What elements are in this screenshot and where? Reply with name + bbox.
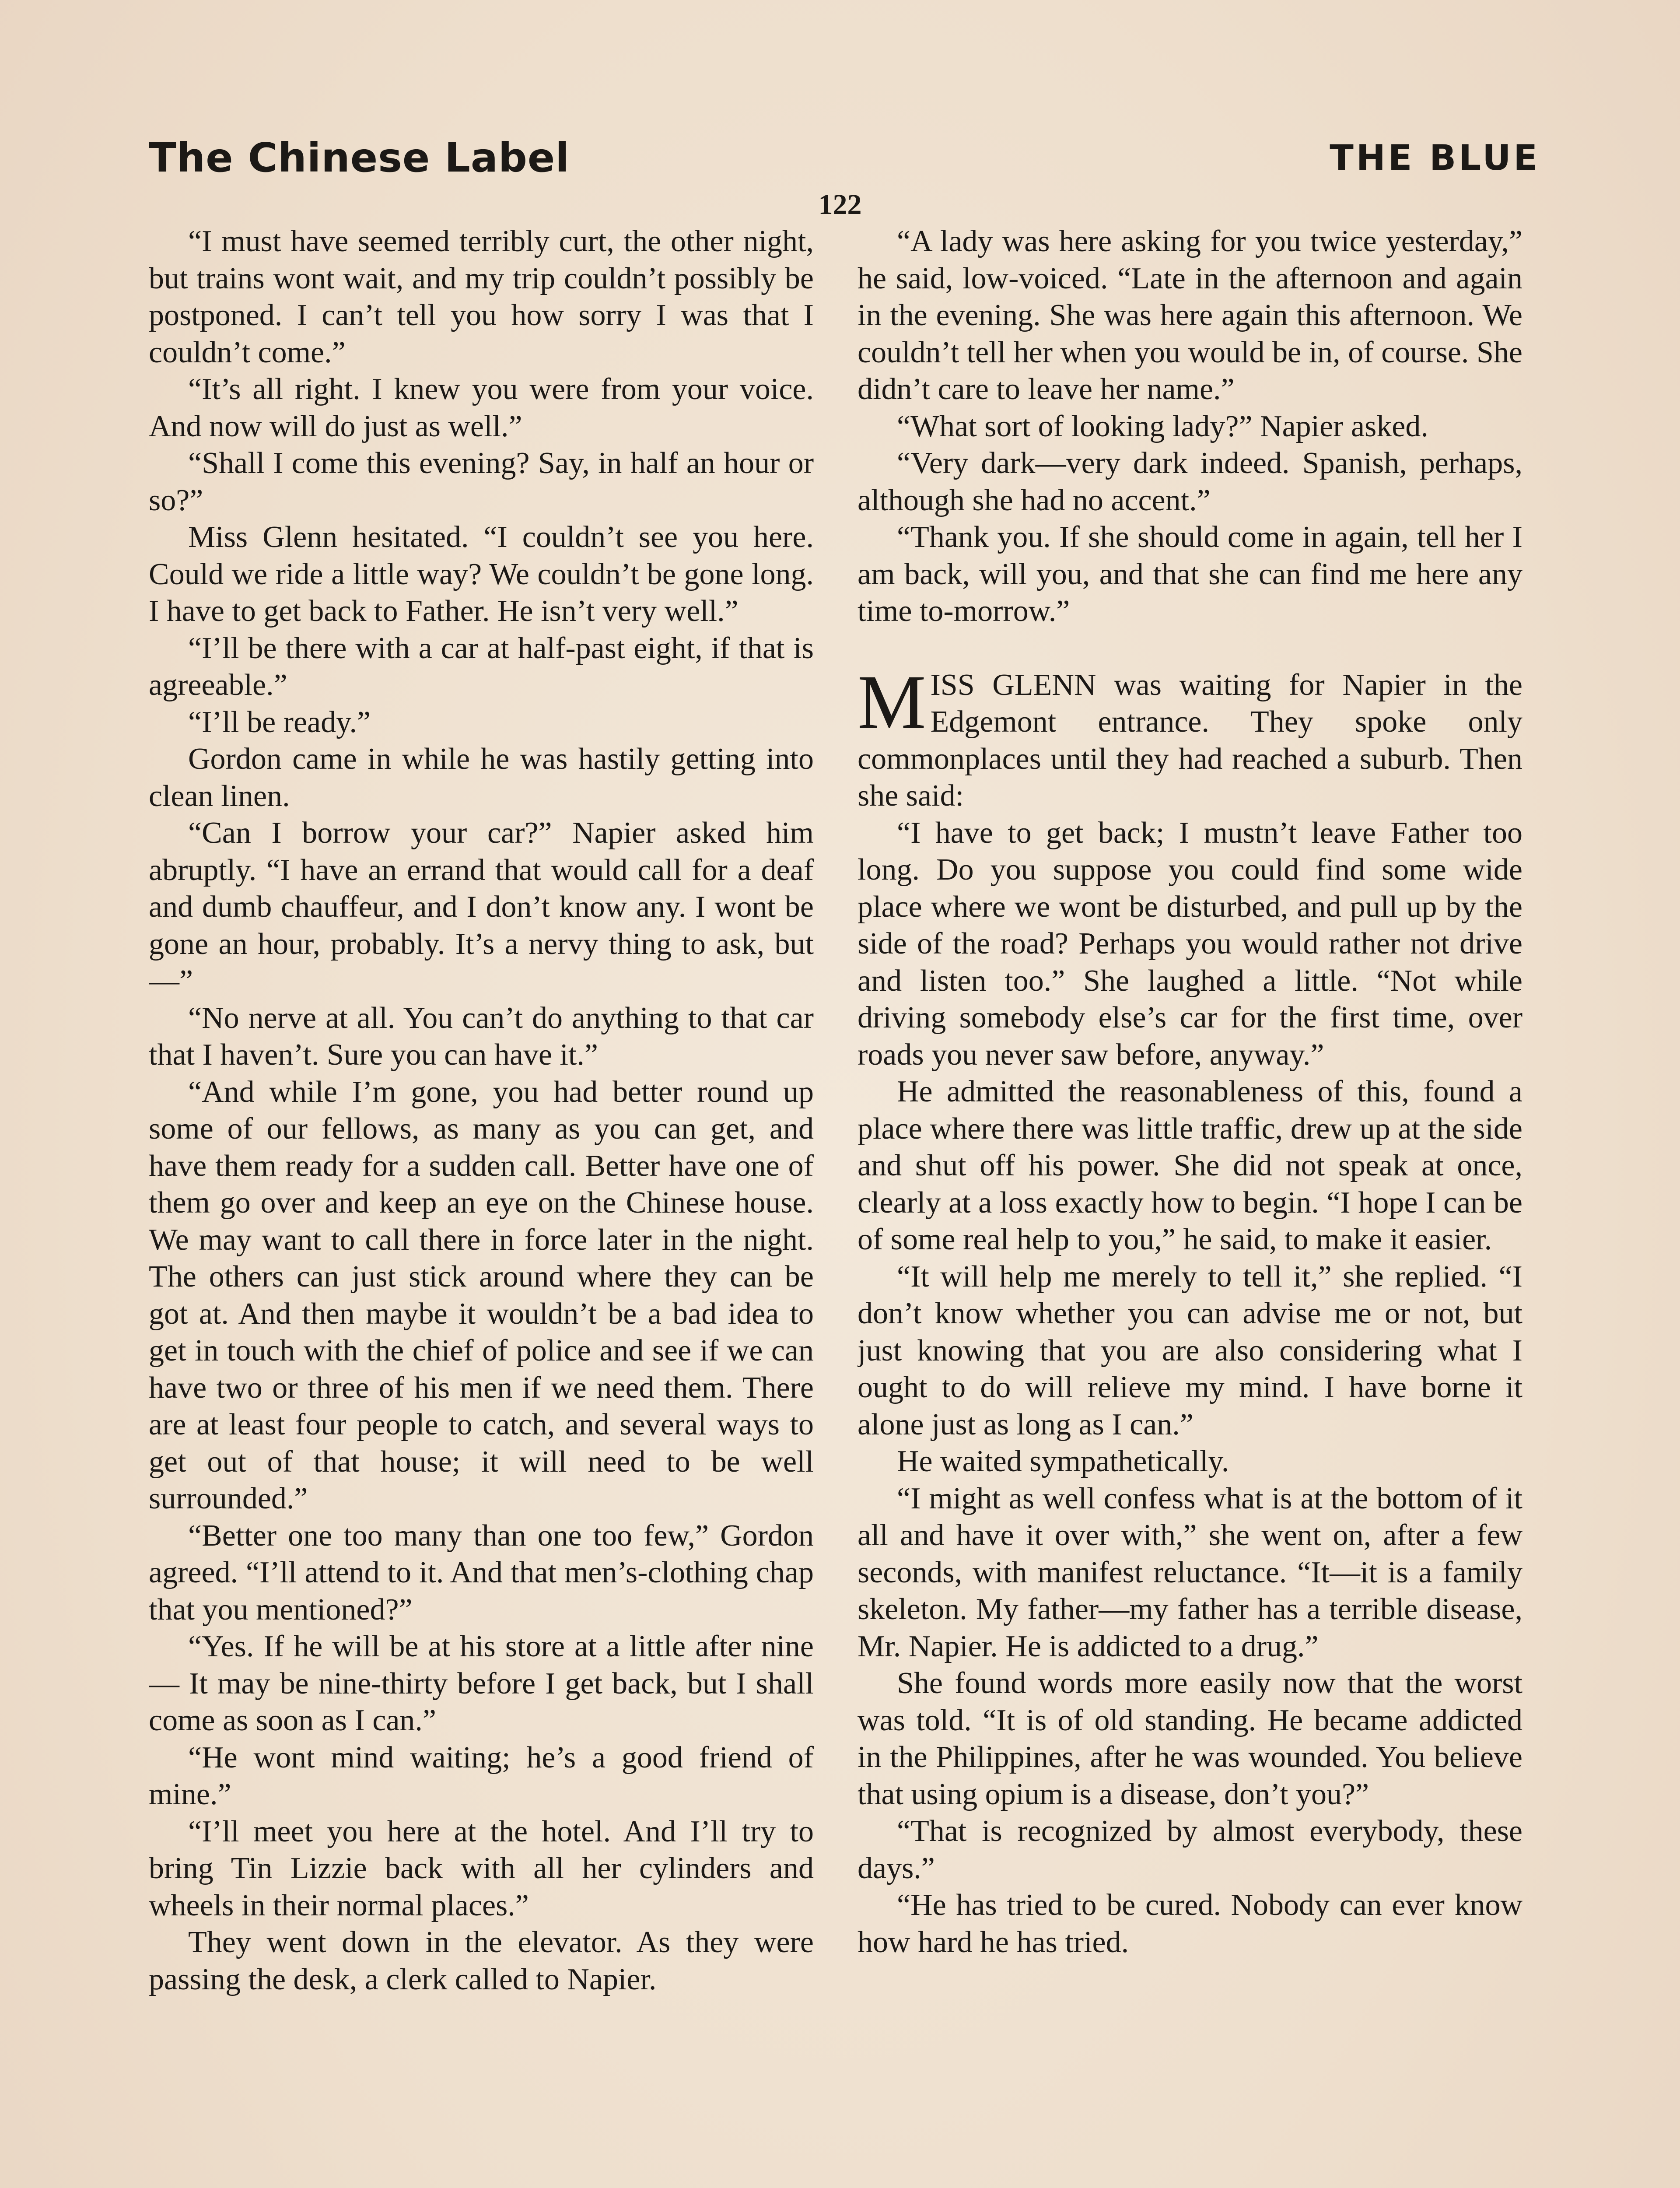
paragraph: “Shall I come this evening? Say, in half an hour or so?” — [149, 446, 814, 517]
paragraph: “Yes. If he will be at his store at a little after nine— It may be nine-thirty before I get back, but I shall come as soon as I can.” — [149, 1630, 814, 1737]
section-opening-paragraph — [858, 659, 1522, 815]
paragraph: “I must have seemed terribly curt, the other night, but trains wont wait, and my trip couldn’t possibly be postponed. I can’t tell you how sorry I was that I couldn’t come.” — [149, 224, 814, 369]
section-opening-text: ISS GLENN was waiting for Napier in the Edgemont entrance. They spoke only commonplaces until they had reached a suburb. Then she said: — [858, 668, 1522, 813]
paragraph: “That is recognized by almost everybody, these days.” — [858, 1814, 1522, 1885]
magazine-name: THE BLUE — [1330, 137, 1540, 178]
paragraph: “No nerve at all. You can’t do anything to that car that I haven’t. Sure you can have it.” — [149, 1001, 814, 1072]
paragraph: They went down in the elevator. As they were passing the desk, a clerk called to Napier. — [149, 1925, 814, 1996]
paragraph: “Can I borrow your car?” Napier asked him abruptly. “I have an errand that would call for a deaf and dumb chauffeur, and I don’t know any. I wont be gone an hour, probably. It’s a nervy thing to ask, but—” — [149, 816, 814, 998]
paragraph: “I’ll be ready.” — [188, 705, 371, 739]
paragraph: “He wont mind waiting; he’s a good friend of mine.” — [149, 1740, 814, 1811]
paragraph: “Better one too many than one too few,” Gordon agreed. “I’ll attend to it. And that men’s-clothing chap that you mentioned?” — [149, 1518, 814, 1627]
right-column — [858, 223, 1522, 2188]
paragraph: “It will help me merely to tell it,” she replied. “I don’t know whether you can advise me or not, but just knowing that you are also considering what I ought to do will relieve my mind. I have borne it alone just as long as I can.” — [858, 1259, 1522, 1441]
paragraph: Miss Glenn hesitated. “I couldn’t see you here. Could we ride a little way? We couldn’t be gone long. I have to get back to Father. He isn’t very well.” — [149, 520, 814, 628]
paragraph: “I’ll be there with a car at half-past eight, if that is agreeable.” — [149, 631, 814, 702]
paragraph: He admitted the reasonableness of this, found a place where there was little traffic, drew up at the side and shut off his power. She did not speak at once, clearly at a loss exactly how to begin. “I hope I can be of some real help to you,” he said, to make it easier. — [858, 1075, 1522, 1256]
drop-cap: M — [858, 659, 926, 745]
left-column — [149, 223, 814, 2188]
paragraph: He waited sympathetically. — [897, 1445, 1229, 1478]
page-number: 122 — [818, 189, 862, 221]
paragraph: “A lady was here asking for you twice yesterday,” he said, low-voiced. “Late in the afternoon and again in the evening. She was here again this afternoon. We couldn’t tell her when you would be in, of course. She didn’t care to leave her name.” — [858, 224, 1522, 406]
paragraph: “Thank you. If she should come in again, tell her I am back, will you, and that she can find me here any time to-morrow.” — [858, 520, 1522, 628]
paragraph: She found words more easily now that the worst was told. “It is of old standing. He became addicted in the Philippines, after he was wounded. You believe that using opium is a disease, don’t you?” — [858, 1666, 1522, 1811]
paragraph: “He has tried to be cured. Nobody can ever know how hard he has tried. — [858, 1888, 1522, 1959]
paragraph: “I’ll meet you here at the hotel. And I’ll try to bring Tin Lizzie back with all her cylinders and wheels in their normal places.” — [149, 1814, 814, 1922]
story-title: The Chinese Label — [149, 134, 570, 181]
page-header — [149, 131, 1540, 184]
paragraph: “It’s all right. I knew you were from your voice. And now will do just as well.” — [149, 372, 814, 443]
paragraph: “What sort of looking lady?” Napier asked. — [897, 409, 1428, 443]
paragraph: Gordon came in while he was hastily getting into clean linen. — [149, 742, 814, 813]
paragraph: “I might as well confess what is at the bottom of it all and have it over with,” she went on, after a few seconds, with manifest reluctance. “It—it is a family skeleton. My father—my father has a terrible disease, Mr. Napier. He is addicted to a drug.” — [858, 1481, 1522, 1663]
paragraph: “Very dark—very dark indeed. Spanish, perhaps, although she had no accent.” — [858, 446, 1522, 517]
paragraph: “I have to get back; I mustn’t leave Father too long. Do you suppose you could find some wide place where we wont be disturbed, and pull up by the side of the road? Perhaps you would rather not drive and listen too.” She laughed a little. “Not while driving somebody else’s car for the first time, over roads you never saw before, anyway.” — [858, 816, 1522, 1072]
paragraph: “And while I’m gone, you had better round up some of our fellows, as many as you can get, and have them ready for a sudden call. Better have one of them go over and keep an eye on the Chinese house. We may want to call there in force later in the night. The others can just stick around where they can be got at. And then maybe it wouldn’t be a bad idea to get in touch with the chief of police and see if we can have two or three of his men if we need them. There are at least four people to catch, and several ways to get out of that house; it will need to be well surrounded.” — [149, 1075, 814, 1515]
